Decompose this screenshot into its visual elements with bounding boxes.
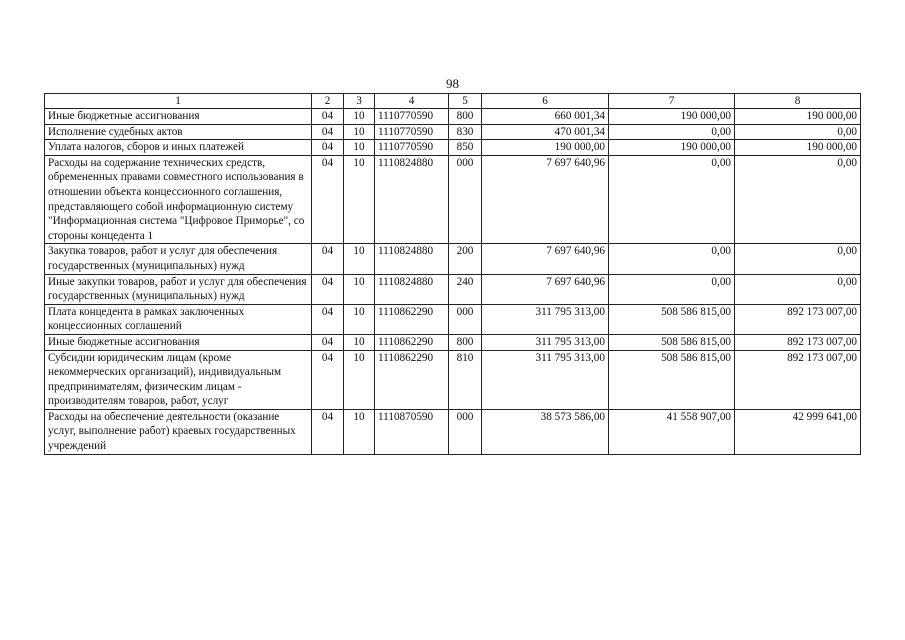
row-amount-col6: 311 795 313,00 xyxy=(482,350,609,409)
row-subsection: 10 xyxy=(344,244,375,274)
row-target-article: 1110824880 xyxy=(375,274,449,304)
row-section: 04 xyxy=(312,155,344,244)
row-section: 04 xyxy=(312,304,344,334)
row-amount-col6: 470 001,34 xyxy=(482,124,609,140)
row-amount-col8: 892 173 007,00 xyxy=(735,350,861,409)
row-subsection: 10 xyxy=(344,140,375,156)
row-amount-col7: 0,00 xyxy=(609,155,735,244)
row-name: Расходы на обеспечение деятельности (оказание услуг, выполнение работ) краевых государственных учреждений xyxy=(45,409,312,454)
row-amount-col7: 0,00 xyxy=(609,244,735,274)
row-amount-col6: 190 000,00 xyxy=(482,140,609,156)
row-name: Иные закупки товаров, работ и услуг для обеспечения государственных (муниципальных) нужд xyxy=(45,274,312,304)
table-row xyxy=(45,140,861,156)
header-cell: 1 xyxy=(45,94,312,109)
row-name: Расходы на содержание технических средств, обремененных правами совместного использования в отношении объекта концессионного соглашения, представляющего собой информационную систему "Информационная система "Цифровое Приморье", со стороны концедента 1 xyxy=(45,155,312,244)
header-cell: 4 xyxy=(375,94,449,109)
row-expense-type: 810 xyxy=(449,350,482,409)
row-section: 04 xyxy=(312,109,344,125)
row-amount-col7: 41 558 907,00 xyxy=(609,409,735,454)
row-amount-col8: 0,00 xyxy=(735,244,861,274)
row-amount-col8: 190 000,00 xyxy=(735,140,861,156)
row-section: 04 xyxy=(312,409,344,454)
row-amount-col7: 190 000,00 xyxy=(609,109,735,125)
row-amount-col7: 190 000,00 xyxy=(609,140,735,156)
row-subsection: 10 xyxy=(344,409,375,454)
row-amount-col8: 190 000,00 xyxy=(735,109,861,125)
row-amount-col6: 311 795 313,00 xyxy=(482,334,609,350)
row-target-article: 1110770590 xyxy=(375,124,449,140)
row-amount-col8: 0,00 xyxy=(735,274,861,304)
row-section: 04 xyxy=(312,140,344,156)
header-cell: 7 xyxy=(609,94,735,109)
row-expense-type: 800 xyxy=(449,109,482,125)
row-amount-col7: 508 586 815,00 xyxy=(609,304,735,334)
row-amount-col8: 0,00 xyxy=(735,124,861,140)
table-row xyxy=(45,244,861,274)
budget-table xyxy=(44,93,861,455)
header-cell: 2 xyxy=(312,94,344,109)
row-amount-col7: 0,00 xyxy=(609,274,735,304)
row-subsection: 10 xyxy=(344,274,375,304)
table-row xyxy=(45,274,861,304)
row-amount-col8: 892 173 007,00 xyxy=(735,334,861,350)
table-row xyxy=(45,155,861,244)
row-expense-type: 850 xyxy=(449,140,482,156)
row-target-article: 1110862290 xyxy=(375,334,449,350)
row-amount-col6: 38 573 586,00 xyxy=(482,409,609,454)
row-name: Закупка товаров, работ и услуг для обеспечения государственных (муниципальных) нужд xyxy=(45,244,312,274)
row-section: 04 xyxy=(312,274,344,304)
row-amount-col8: 42 999 641,00 xyxy=(735,409,861,454)
row-section: 04 xyxy=(312,350,344,409)
row-expense-type: 200 xyxy=(449,244,482,274)
row-section: 04 xyxy=(312,124,344,140)
row-subsection: 10 xyxy=(344,304,375,334)
row-name: Иные бюджетные ассигнования xyxy=(45,334,312,350)
row-expense-type: 800 xyxy=(449,334,482,350)
row-target-article: 1110870590 xyxy=(375,409,449,454)
row-target-article: 1110770590 xyxy=(375,109,449,125)
row-amount-col8: 0,00 xyxy=(735,155,861,244)
row-amount-col6: 660 001,34 xyxy=(482,109,609,125)
table-row xyxy=(45,304,861,334)
row-amount-col6: 311 795 313,00 xyxy=(482,304,609,334)
row-amount-col7: 0,00 xyxy=(609,124,735,140)
row-subsection: 10 xyxy=(344,334,375,350)
row-expense-type: 000 xyxy=(449,155,482,244)
row-amount-col7: 508 586 815,00 xyxy=(609,334,735,350)
table-row xyxy=(45,109,861,125)
row-name: Субсидии юридическим лицам (кроме некоммерческих организаций), индивидуальным предпринимателям, физическим лицам - производителям товаров, работ, услуг xyxy=(45,350,312,409)
row-expense-type: 240 xyxy=(449,274,482,304)
header-cell: 5 xyxy=(449,94,482,109)
row-amount-col8: 892 173 007,00 xyxy=(735,304,861,334)
row-name: Уплата налогов, сборов и иных платежей xyxy=(45,140,312,156)
table-row xyxy=(45,409,861,454)
row-subsection: 10 xyxy=(344,124,375,140)
header-cell: 3 xyxy=(344,94,375,109)
row-section: 04 xyxy=(312,244,344,274)
table-row xyxy=(45,334,861,350)
header-cell: 6 xyxy=(482,94,609,109)
row-target-article: 1110862290 xyxy=(375,304,449,334)
row-target-article: 1110824880 xyxy=(375,155,449,244)
row-section: 04 xyxy=(312,334,344,350)
row-subsection: 10 xyxy=(344,350,375,409)
table-row xyxy=(45,124,861,140)
row-subsection: 10 xyxy=(344,155,375,244)
row-amount-col6: 7 697 640,96 xyxy=(482,274,609,304)
table-row xyxy=(45,350,861,409)
row-amount-col6: 7 697 640,96 xyxy=(482,244,609,274)
row-target-article: 1110824880 xyxy=(375,244,449,274)
row-expense-type: 000 xyxy=(449,409,482,454)
page-number: 98 xyxy=(446,76,459,91)
row-expense-type: 000 xyxy=(449,304,482,334)
row-name: Иные бюджетные ассигнования xyxy=(45,109,312,125)
header-cell: 8 xyxy=(735,94,861,109)
row-target-article: 1110770590 xyxy=(375,140,449,156)
row-expense-type: 830 xyxy=(449,124,482,140)
row-name: Плата концедента в рамках заключенных концессионных соглашений xyxy=(45,304,312,334)
row-amount-col6: 7 697 640,96 xyxy=(482,155,609,244)
row-target-article: 1110862290 xyxy=(375,350,449,409)
row-subsection: 10 xyxy=(344,109,375,125)
table-header-row xyxy=(45,94,861,109)
row-name: Исполнение судебных актов xyxy=(45,124,312,140)
row-amount-col7: 508 586 815,00 xyxy=(609,350,735,409)
